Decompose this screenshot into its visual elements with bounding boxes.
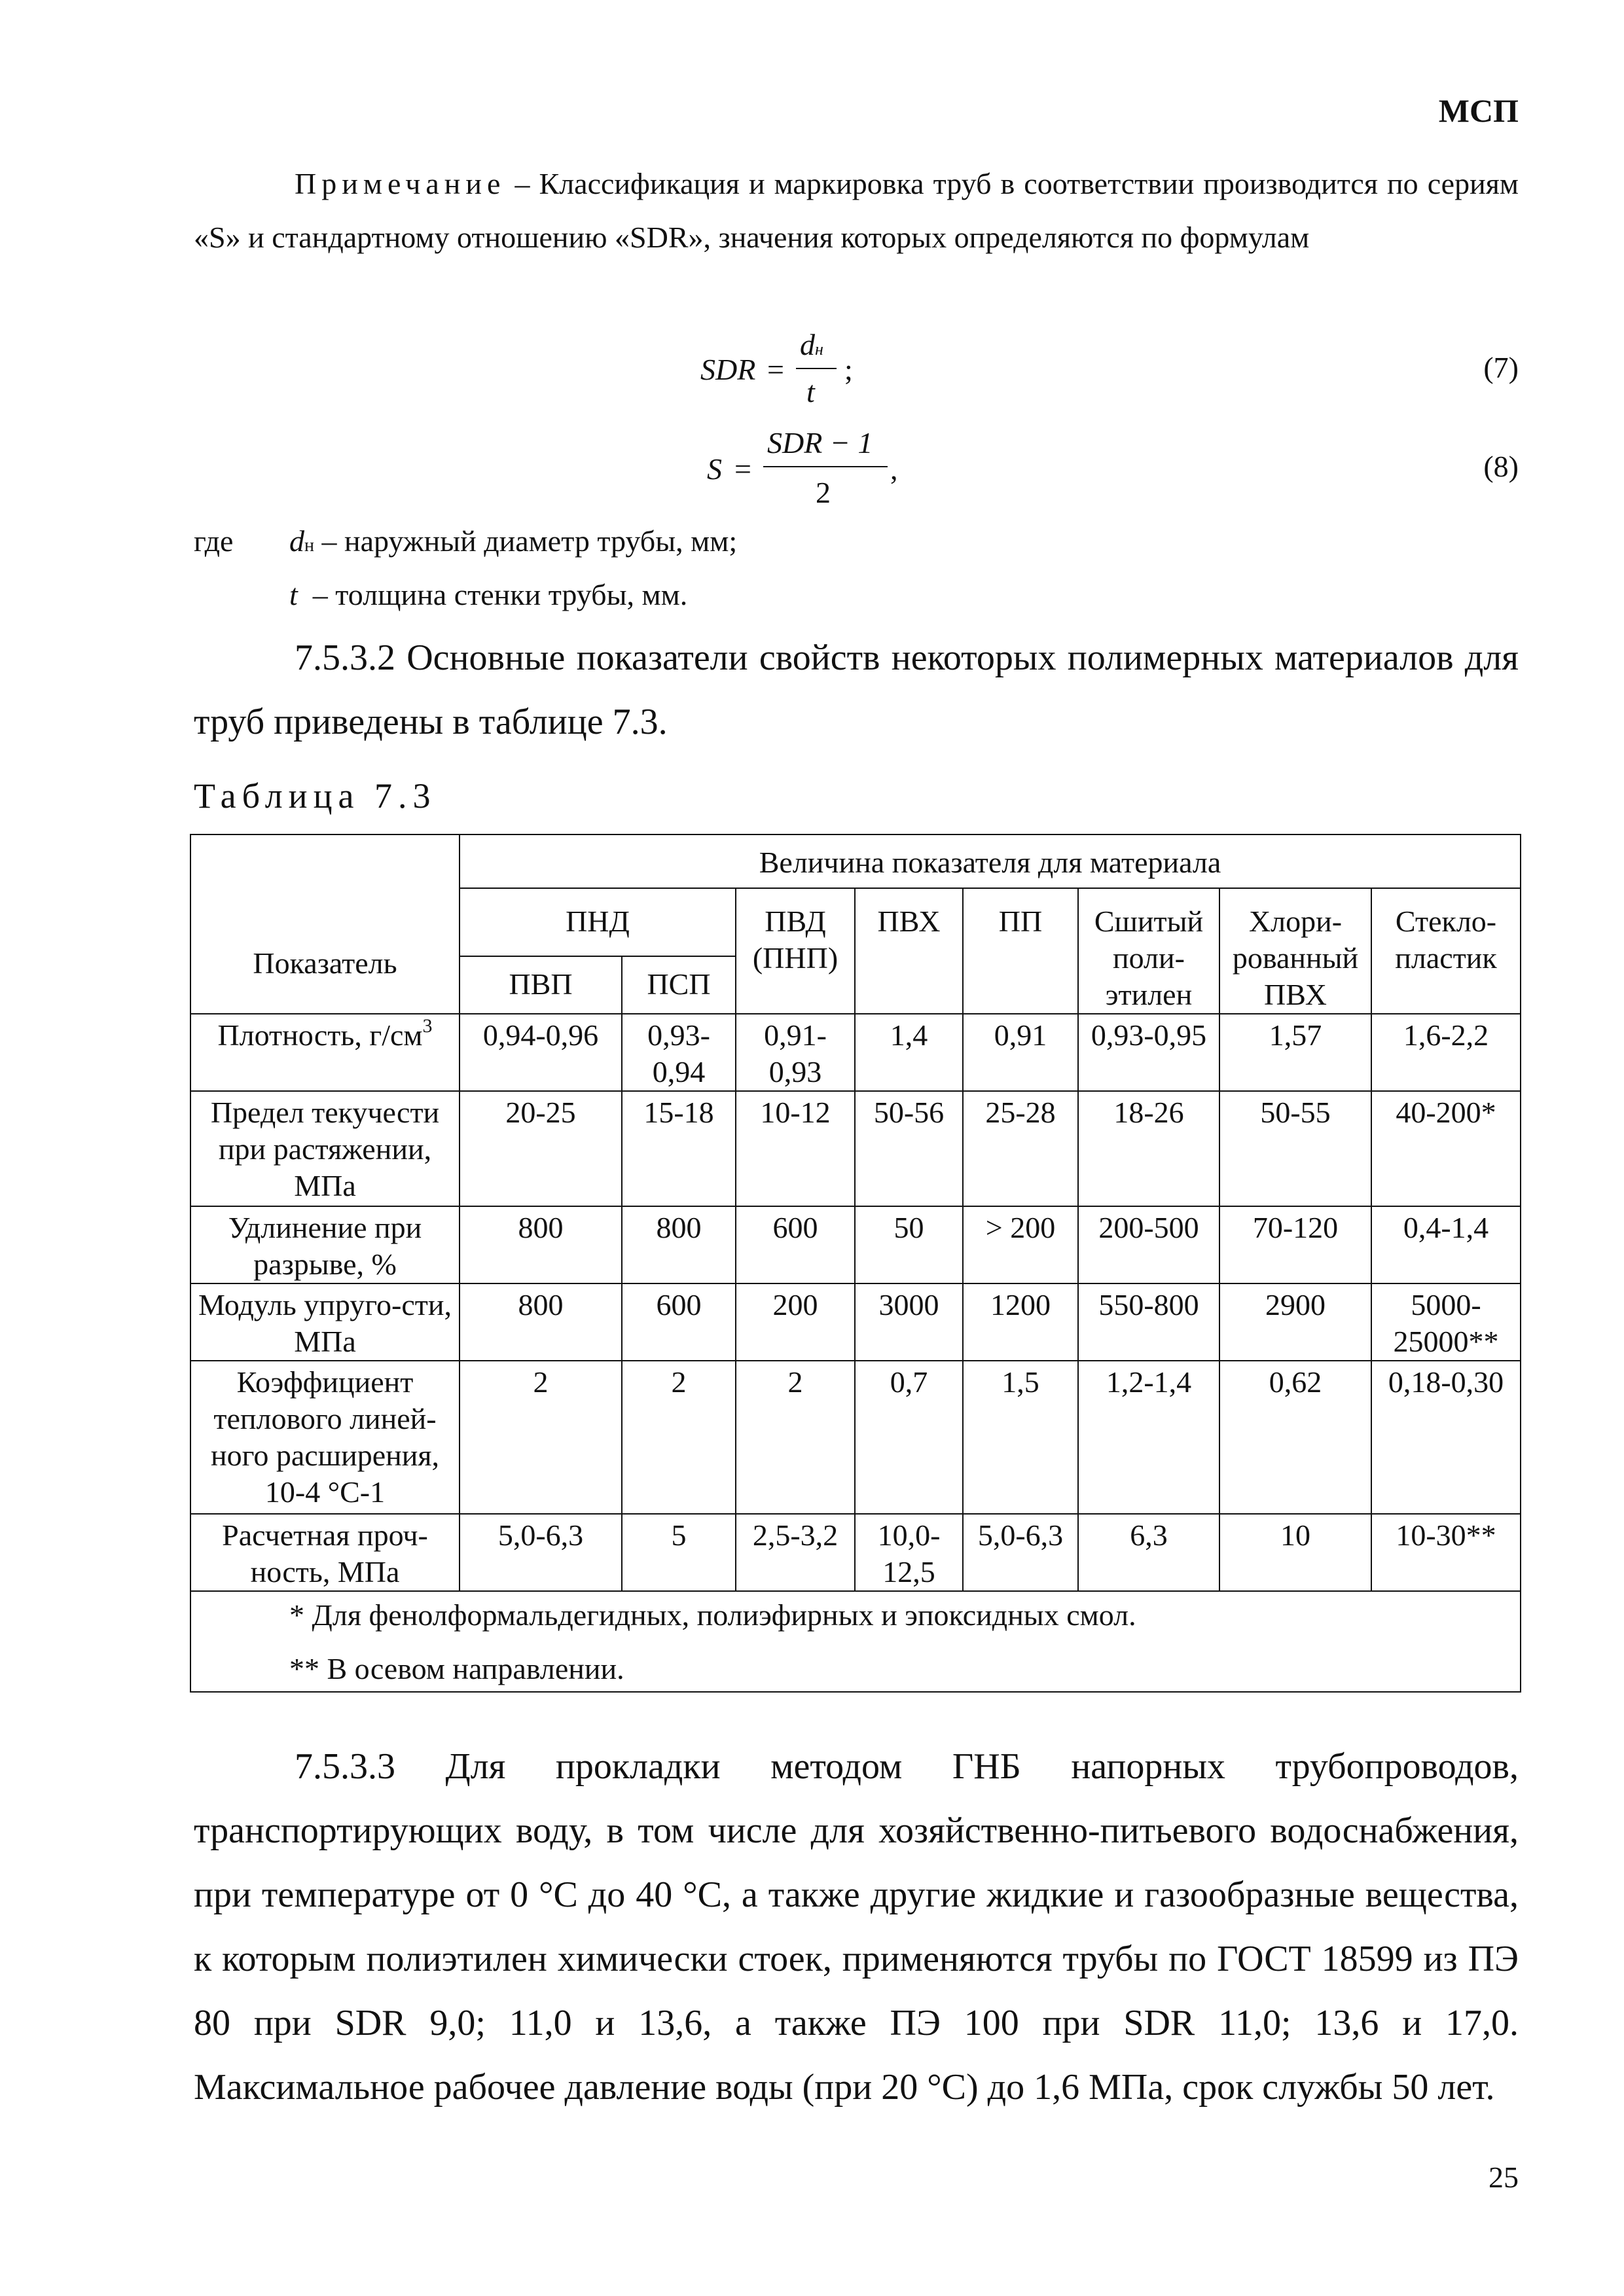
fraction-bar [796,368,837,369]
table-cell: 1,2-1,4 [1078,1361,1219,1514]
table-cell: 2 [736,1361,855,1514]
table-cell: 3000 [855,1283,963,1361]
note-text: – Классификация и маркировка труб в соответствии производится по сериям «S» и стандартному отношению «SDR», значения которых определяются по формулам [194,167,1519,254]
formula-7-denominator: t [806,375,815,408]
table-cell: 0,7 [855,1361,963,1514]
table-cell: 0,94-0,96 [460,1014,622,1091]
where-item-thickness: t – толщина стенки трубы, мм. [289,578,688,611]
note-block [194,157,1519,264]
table-cell: 5000-25000** [1371,1283,1521,1361]
table-cell: 1,5 [963,1361,1078,1514]
table-cell: 6,3 [1078,1514,1219,1591]
table-cell: 0,93-0,94 [622,1014,736,1091]
header-group: Величина показателя для материала [460,834,1521,888]
header-pvp: ПВП [460,956,622,1014]
header-pp: ПП [963,888,1078,1014]
fraction-bar [763,466,888,467]
row-label: Модуль упруго-сти, МПа [190,1283,460,1361]
table-cell: 800 [460,1283,622,1361]
table-cell: 5,0-6,3 [963,1514,1078,1591]
header-psp: ПСП [622,956,736,1014]
table-cell: 50-55 [1219,1091,1371,1206]
table-cell: 2 [460,1361,622,1514]
table-cell: 0,93-0,95 [1078,1014,1219,1091]
paragraph-7-5-3-3: 7.5.3.3 Для прокладки методом ГНБ напорных трубопроводов, транспортирующих воду, в том числе для хозяйственно-питьевого водоснабжения, при температуре от 0 °С до 40 °С, а также другие жидкие и газообразные вещества, к которым полиэтилен химически стоек, применяются трубы по ГОСТ 18599 из ПЭ 80 при SDR 9,0; 11,0 и 13,6, а также ПЭ 100 при SDR 11,0; 13,6 и 17,0. Максимальное рабочее давление воды (при 20 °С) до 1,6 МПа, срок службы 50 лет. [194,1746,1519,2108]
row-label: Предел текучести при растяжении, МПа [190,1091,460,1206]
table-cell: 70-120 [1219,1206,1371,1283]
table-footnotes [190,1591,1521,1692]
header-chlorinated-pvc: Хлори-рованный ПВХ [1219,888,1371,1014]
formula-8-number: (8) [1483,450,1519,483]
table-cell: 1,6-2,2 [1371,1014,1521,1091]
table-cell: 200-500 [1078,1206,1219,1283]
footnote: * Для фенолформальдегидных, полиэфирных и эпоксидных смол. [289,1598,1136,1632]
table-row [190,1206,1521,1283]
table-cell: 50 [855,1206,963,1283]
page-number: 25 [1489,2161,1519,2194]
formula-8-numerator: SDR − 1 [767,426,873,459]
row-label: Расчетная проч-ность, МПа [190,1514,460,1591]
table-cell: 2,5-3,2 [736,1514,855,1591]
table-cell: 10 [1219,1514,1371,1591]
properties-table [190,834,1521,1693]
table-cell: 0,62 [1219,1361,1371,1514]
row-label: Коэффициент теплового линей-ного расширения, 10-4 °С-1 [190,1361,460,1514]
header-crosslinked-pe: Сшитый поли-этилен [1078,888,1219,1014]
table-cell: 25-28 [963,1091,1078,1206]
table-row [190,1283,1521,1361]
table-row [190,1091,1521,1206]
table-row [190,1361,1521,1514]
table-cell: 5,0-6,3 [460,1514,622,1591]
header-pvd: ПВД (ПНП) [736,888,855,1014]
table-cell: 0,18-0,30 [1371,1361,1521,1514]
footnote: ** В осевом направлении. [289,1652,624,1685]
formula-7-lhs: SDR [700,353,756,386]
table-cell: 1200 [963,1283,1078,1361]
formula-8: S = SDR − 1 2 , [707,426,898,509]
header-pvh: ПВХ [855,888,963,1014]
table-cell: 800 [622,1206,736,1283]
table-cell: 10-30** [1371,1514,1521,1591]
header-fiberglass: Стекло-пластик [1371,888,1521,1014]
formula-8-lhs: S [707,452,722,486]
formula-7-number: (7) [1483,351,1519,384]
table-cell: 600 [736,1206,855,1283]
formula-8-denominator: 2 [816,476,831,509]
note-paragraph [194,157,1519,264]
table-row [190,1514,1521,1591]
formula-7-tail: ; [844,353,853,386]
where-item-diameter: dн – наружный диаметр трубы, мм; [289,524,738,558]
table-row [190,1014,1521,1091]
table-cell: 200 [736,1283,855,1361]
table-cell: 15-18 [622,1091,736,1206]
table-cell: 20-25 [460,1091,622,1206]
table-cell: 10-12 [736,1091,855,1206]
table-cell: > 200 [963,1206,1078,1283]
table-footnotes-row [190,1591,1521,1692]
header-indicator: Показатель [190,834,460,1014]
table-cell: 2900 [1219,1283,1371,1361]
row-label: Плотность, $г/см^3$ [190,1014,460,1091]
table-cell: 1,57 [1219,1014,1371,1091]
table-cell: 10,0-12,5 [855,1514,963,1591]
table-cell: 40-200* [1371,1091,1521,1206]
table-cell: 0,91 [963,1014,1078,1091]
row-label: Удлинение при разрыве, % [190,1206,460,1283]
header-pnd: ПНД [460,888,736,956]
formula-7: SDR = dн t ; [700,328,853,408]
table-cell: 550-800 [1078,1283,1219,1361]
table-cell: 5 [622,1514,736,1591]
formula-7-numerator: dн [800,328,823,361]
table-cell: 0,91-0,93 [736,1014,855,1091]
paragraph-7-5-3-2: 7.5.3.2 Основные показатели свойств некоторых полимерных материалов для труб приведены в таблице 7.3. [194,637,1519,742]
table-cell: 800 [460,1206,622,1283]
table-cell: 600 [622,1283,736,1361]
table-cell: 2 [622,1361,736,1514]
table-cell: 18-26 [1078,1091,1219,1206]
note-label: Примечание [295,167,506,200]
table-header-row [190,834,1521,888]
document-code: МСП [1438,92,1519,129]
table-cell: 0,4-1,4 [1371,1206,1521,1283]
where-label: где [194,524,234,558]
table-cell: 1,4 [855,1014,963,1091]
formula-8-tail: , [890,452,898,486]
table-caption: Таблица 7.3 [194,776,437,816]
table-cell: 50-56 [855,1091,963,1206]
